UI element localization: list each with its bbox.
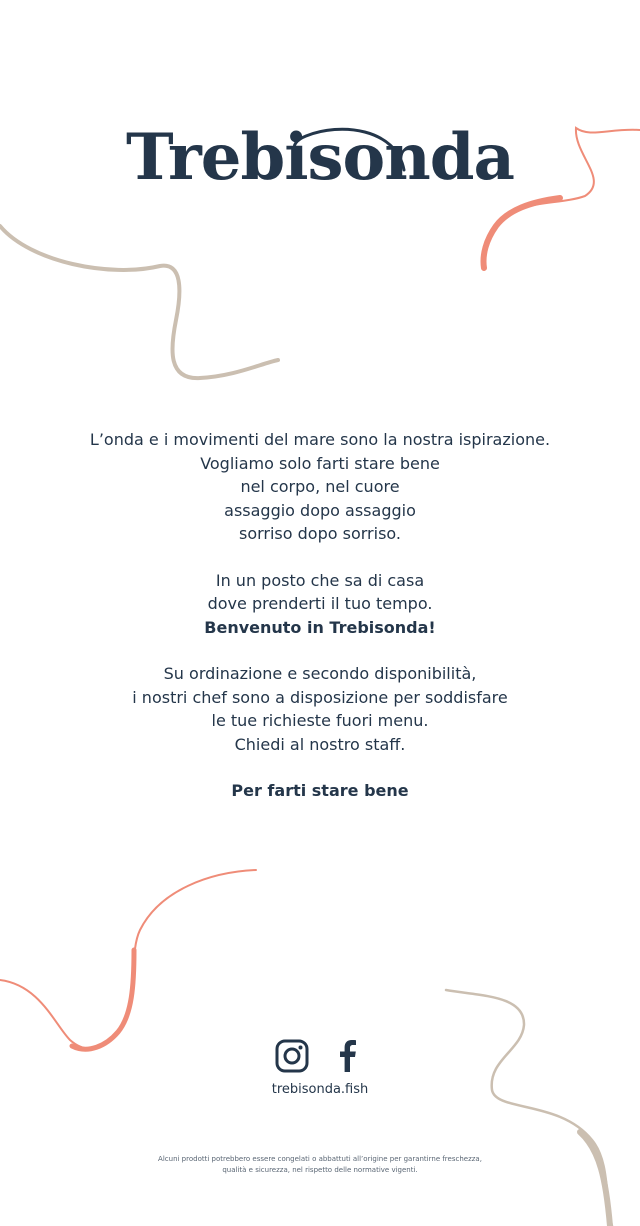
tagline: Per farti stare bene [231,781,409,800]
wave-top-left-beige [0,226,278,378]
social-links [0,1038,640,1097]
disclaimer-line: qualità e sicurezza, nel rispetto delle normative vigenti. [222,1166,418,1174]
intro-line: Vogliamo solo farti stare bene [200,453,440,473]
brand-logo [0,120,640,195]
intro-text [0,428,640,826]
intro-line: sorriso dopo sorriso. [238,524,401,543]
instagram-icon[interactable] [274,1038,310,1074]
disclaimer [0,1154,640,1176]
intro-line: dove prenderti il tuo tempo. [207,594,433,613]
intro-line: In un posto che sa di casa [215,570,425,590]
welcome-heading: Benvenuto in Trebisonda! [204,617,436,637]
intro-line: L’onda e i movimenti del mare sono la nostra ispirazione. [89,430,551,449]
disclaimer-line: Alcuni prodotti potrebbero essere congelati o abbattuti all’origine per garantirne freschezza, [158,1155,482,1163]
wave-bottom-right-beige [446,990,612,1226]
brand-name: Trebisonda [126,120,514,195]
wave-top-right-coral-thick [484,198,561,268]
intro-line: Chiedi al nostro staff. [234,734,406,754]
intro-line: Su ordinazione e secondo disponibilità, [163,664,477,683]
intro-line: assaggio dopo assaggio [224,500,416,520]
intro-line: le tue richieste fuori menu. [211,711,429,730]
facebook-icon[interactable] [330,1038,366,1074]
intro-line: i nostri chef sono a disposizione per soddisfare [132,687,508,707]
website-link[interactable]: trebisonda.fish [271,1082,369,1097]
wave-bottom-left-coral [0,870,256,1049]
intro-paragraph-2 [0,569,640,640]
intro-paragraph-1 [0,428,640,546]
intro-paragraph-4 [0,779,640,803]
intro-paragraph-3 [0,662,640,756]
intro-line: nel corpo, nel cuore [240,477,400,496]
social-icons [0,1038,640,1074]
wave-bottom-left-coral-thick [72,950,134,1049]
